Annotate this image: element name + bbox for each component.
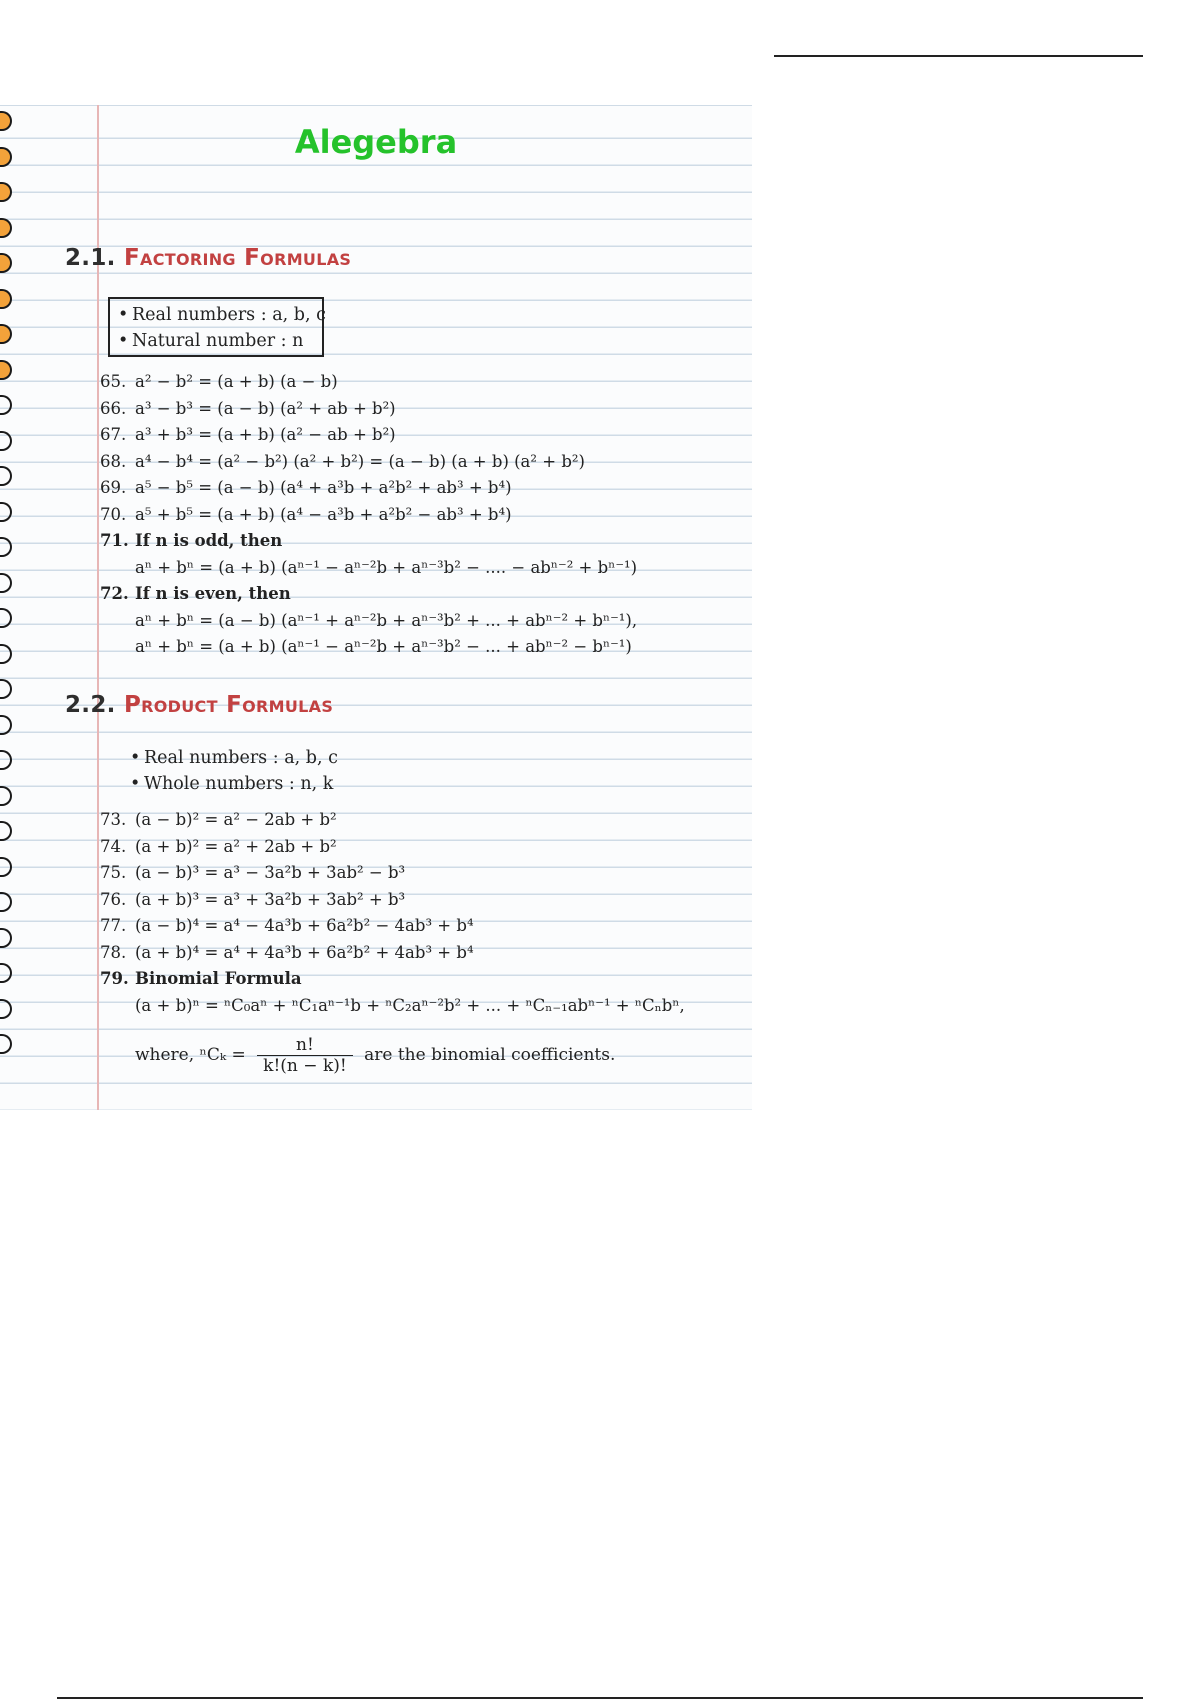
section-title: Factoring Formulas: [124, 245, 352, 271]
formula-row: 73. (a − b)² = a² − 2ab + b²: [100, 810, 337, 829]
section-title: Product Formulas: [124, 692, 334, 718]
formula-row: 78. (a + b)⁴ = a⁴ + 4a³b + 6a²b² + 4ab³ + b⁴: [100, 942, 474, 962]
formula-row: 79. Binomial Formula: [100, 969, 302, 988]
fraction-denominator: k!(n − k)!: [263, 1056, 347, 1076]
where-suffix: are the binomial coefficients.: [364, 1045, 616, 1065]
formula-row: 76. (a + b)³ = a³ + 3a²b + 3ab² + b³: [100, 889, 406, 909]
where-prefix: where, ⁿCₖ =: [135, 1045, 246, 1065]
section-heading-factoring: [65, 245, 351, 271]
condition-item: • Real numbers : a, b, c: [130, 748, 338, 768]
binding-ring: [0, 395, 12, 415]
binding-ring: [0, 821, 12, 841]
binding-ring: [0, 324, 12, 344]
binding-ring: [0, 360, 12, 380]
binding-ring: [0, 750, 12, 770]
formula-row: aⁿ + bⁿ = (a + b) (aⁿ⁻¹ − aⁿ⁻²b + aⁿ⁻³b² − .... − abⁿ⁻² + bⁿ⁻¹): [135, 557, 638, 577]
binding-ring: [0, 928, 12, 948]
binding-ring: [0, 431, 12, 451]
factoring-formula-list: [100, 369, 637, 661]
binding-ring: [0, 1034, 12, 1054]
binding-ring: [0, 857, 12, 877]
formula-row: aⁿ + bⁿ = (a − b) (aⁿ⁻¹ + aⁿ⁻²b + aⁿ⁻³b² + ... + abⁿ⁻² + bⁿ⁻¹),: [135, 610, 638, 630]
formula-row: 77. (a − b)⁴ = a⁴ − 4a³b + 6a²b² − 4ab³ + b⁴: [100, 916, 474, 935]
formula-row: 74. (a + b)² = a² + 2ab + b²: [100, 836, 337, 856]
section-number: 2.1.: [65, 245, 116, 271]
formula-row: 68. a⁴ − b⁴ = (a² − b²) (a² + b²) = (a − b) (a + b) (a² + b²): [100, 451, 585, 471]
condition-item: • Whole numbers : n, k: [130, 774, 334, 794]
binding-ring: [0, 502, 12, 522]
binomial-coefficient-note: [135, 1035, 615, 1076]
formula-row: 75. (a − b)³ = a³ − 3a²b + 3ab² − b³: [100, 863, 406, 882]
binding-ring: [0, 608, 12, 628]
fraction-numerator: n!: [257, 1035, 353, 1056]
section-heading-product: [65, 692, 333, 718]
formula-row: aⁿ + bⁿ = (a + b) (aⁿ⁻¹ − aⁿ⁻²b + aⁿ⁻³b² − ... + abⁿ⁻² − bⁿ⁻¹): [135, 637, 632, 656]
formula-row: 72. If n is even, then: [100, 584, 291, 603]
section-number: 2.2.: [65, 692, 116, 718]
page-title: Alegebra: [294, 123, 458, 161]
binding-ring: [0, 715, 12, 735]
formula-row: 71. If n is odd, then: [100, 531, 283, 550]
product-formula-list: [100, 807, 685, 1019]
binding-ring: [0, 963, 12, 983]
binding-ring: [0, 679, 12, 699]
binding-ring: [0, 289, 12, 309]
binding-ring: [0, 253, 12, 273]
formula-row: (a + b)ⁿ = ⁿC₀aⁿ + ⁿC₁aⁿ⁻¹b + ⁿC₂aⁿ⁻²b² + ... + ⁿCₙ₋₁abⁿ⁻¹ + ⁿCₙbⁿ,: [135, 995, 685, 1015]
conditions-box: [108, 297, 324, 357]
binding-ring: [0, 537, 12, 557]
binding-ring: [0, 182, 12, 202]
notebook-page: [0, 105, 752, 1110]
footer-rule: [57, 1697, 1143, 1699]
binding-ring: [0, 573, 12, 593]
fraction: [257, 1035, 353, 1076]
spiral-binding: [0, 105, 16, 1110]
formula-row: 67. a³ + b³ = (a + b) (a² − ab + b²): [100, 425, 396, 444]
condition-item: • Natural number : n: [118, 331, 304, 351]
formula-row: 69. a⁵ − b⁵ = (a − b) (a⁴ + a³b + a²b² + ab³ + b⁴): [100, 478, 512, 497]
conditions-list: [130, 745, 338, 797]
binding-ring: [0, 466, 12, 486]
binding-ring: [0, 644, 12, 664]
formula-row: 70. a⁵ + b⁵ = (a + b) (a⁴ − a³b + a²b² − ab³ + b⁴): [100, 504, 512, 524]
condition-item: • Real numbers : a, b, c: [118, 305, 326, 325]
binding-ring: [0, 892, 12, 912]
formula-row: 65. a² − b² = (a + b) (a − b): [100, 372, 338, 391]
header-rule: [774, 55, 1143, 57]
binding-ring: [0, 999, 12, 1019]
formula-row: 66. a³ − b³ = (a − b) (a² + ab + b²): [100, 398, 396, 418]
binding-ring: [0, 786, 12, 806]
binding-ring: [0, 218, 12, 238]
